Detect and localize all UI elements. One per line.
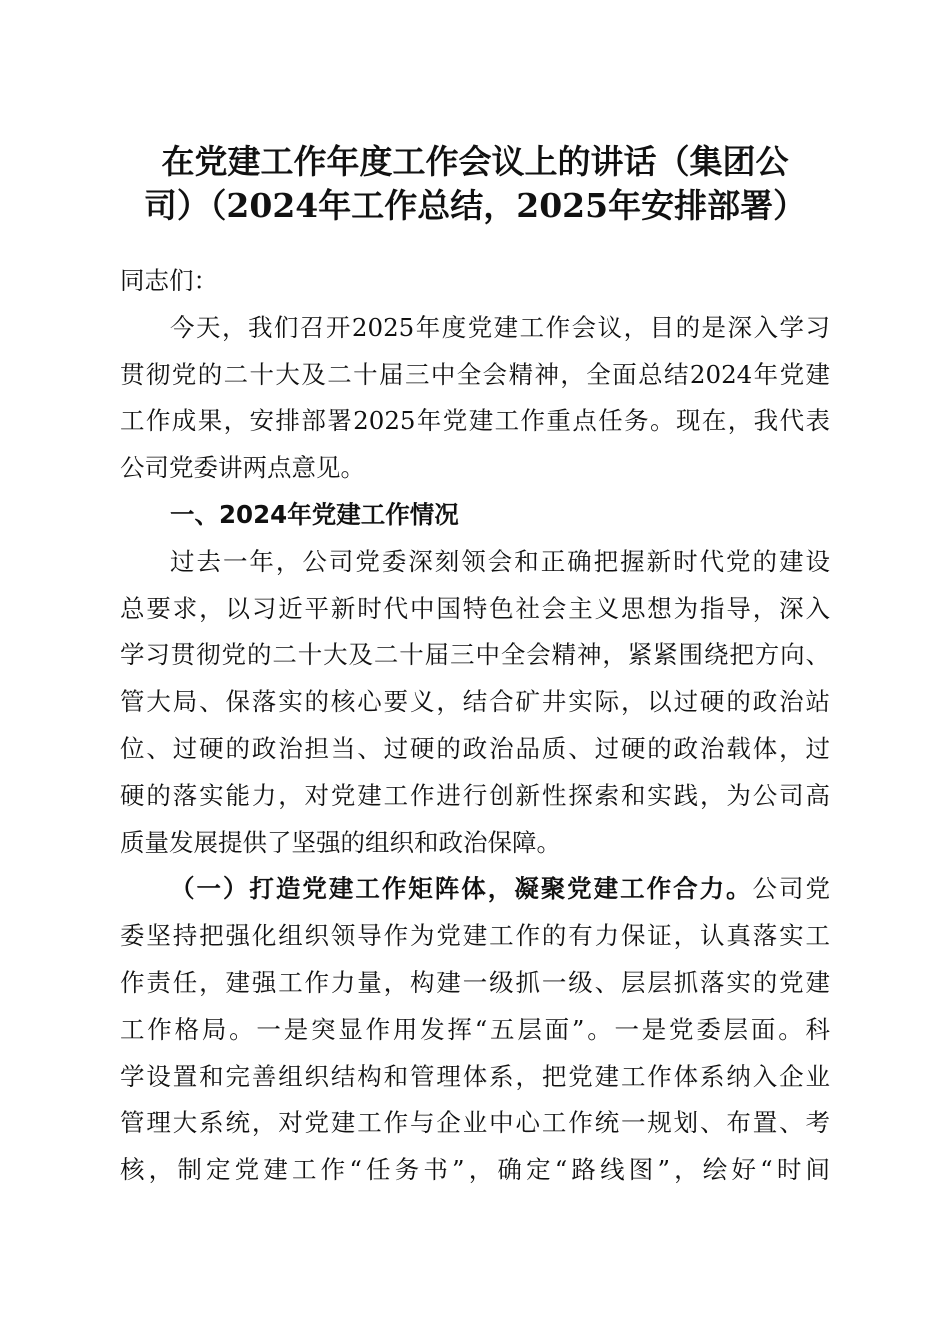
paragraph-line: 公司党委讲两点意见。	[120, 453, 365, 483]
paragraph-line: 位、过硬的政治担当、过硬的政治品质、过硬的政治载体，过	[120, 733, 830, 763]
subsection-heading: （一）打造党建工作矩阵体，凝聚党建工作合力。	[170, 874, 753, 904]
paragraph-line: 质量发展提供了坚强的组织和政治保障。	[120, 827, 561, 857]
paragraph-line: 核，制定党建工作“任务书”，确定“路线图”，绘好“时间	[120, 1155, 830, 1185]
paragraph-line: 总要求，以习近平新时代中国特色社会主义思想为指导，深入	[120, 593, 830, 623]
paragraph-line: 工作成果，安排部署2025年党建工作重点任务。现在，我代表	[120, 406, 830, 436]
paragraph-line: 今天，我们召开2025年度党建工作会议，目的是深入学习	[170, 312, 830, 342]
paragraph-text: 公司党	[752, 874, 830, 904]
paragraph-line: 过去一年，公司党委深刻领会和正确把握新时代党的建设	[170, 546, 830, 576]
title-line-1: 在党建工作年度工作会议上的讲话（集团公	[161, 142, 789, 181]
paragraph-line: 管理大系统，对党建工作与企业中心工作统一规划、布置、考	[120, 1108, 830, 1138]
section-heading: 一、2024年党建工作情况	[170, 499, 459, 529]
paragraph-line: 硬的落实能力，对党建工作进行创新性探索和实践，为公司高	[120, 780, 830, 810]
paragraph-line: 作责任，建强工作力量，构建一级抓一级、层层抓落实的党建	[120, 967, 830, 997]
paragraph-line: 管大局、保落实的核心要义，结合矿井实际，以过硬的政治站	[120, 687, 830, 717]
subsection-paragraph	[120, 866, 830, 1194]
document-title	[120, 140, 830, 228]
paragraph-line: 学设置和完善组织结构和管理体系，把党建工作体系纳入企业	[120, 1061, 830, 1091]
document-body	[120, 258, 830, 1194]
summary-paragraph	[120, 539, 830, 867]
intro-paragraph	[120, 305, 830, 492]
paragraph-line: 工作格局。一是突显作用发挥“五层面”。一是党委层面。科	[120, 1014, 830, 1044]
paragraph-line: 贯彻党的二十大及二十届三中全会精神，全面总结2024年党建	[120, 359, 830, 389]
salutation: 同志们：	[120, 266, 218, 295]
paragraph-line: 学习贯彻党的二十大及二十届三中全会精神，紧紧围绕把方向、	[120, 640, 830, 670]
title-line-2: 司）（2024年工作总结，2025年安排部署）	[143, 186, 807, 225]
paragraph-line: 委坚持把强化组织领导作为党建工作的有力保证，认真落实工	[120, 921, 830, 951]
paragraph-line	[120, 866, 830, 913]
